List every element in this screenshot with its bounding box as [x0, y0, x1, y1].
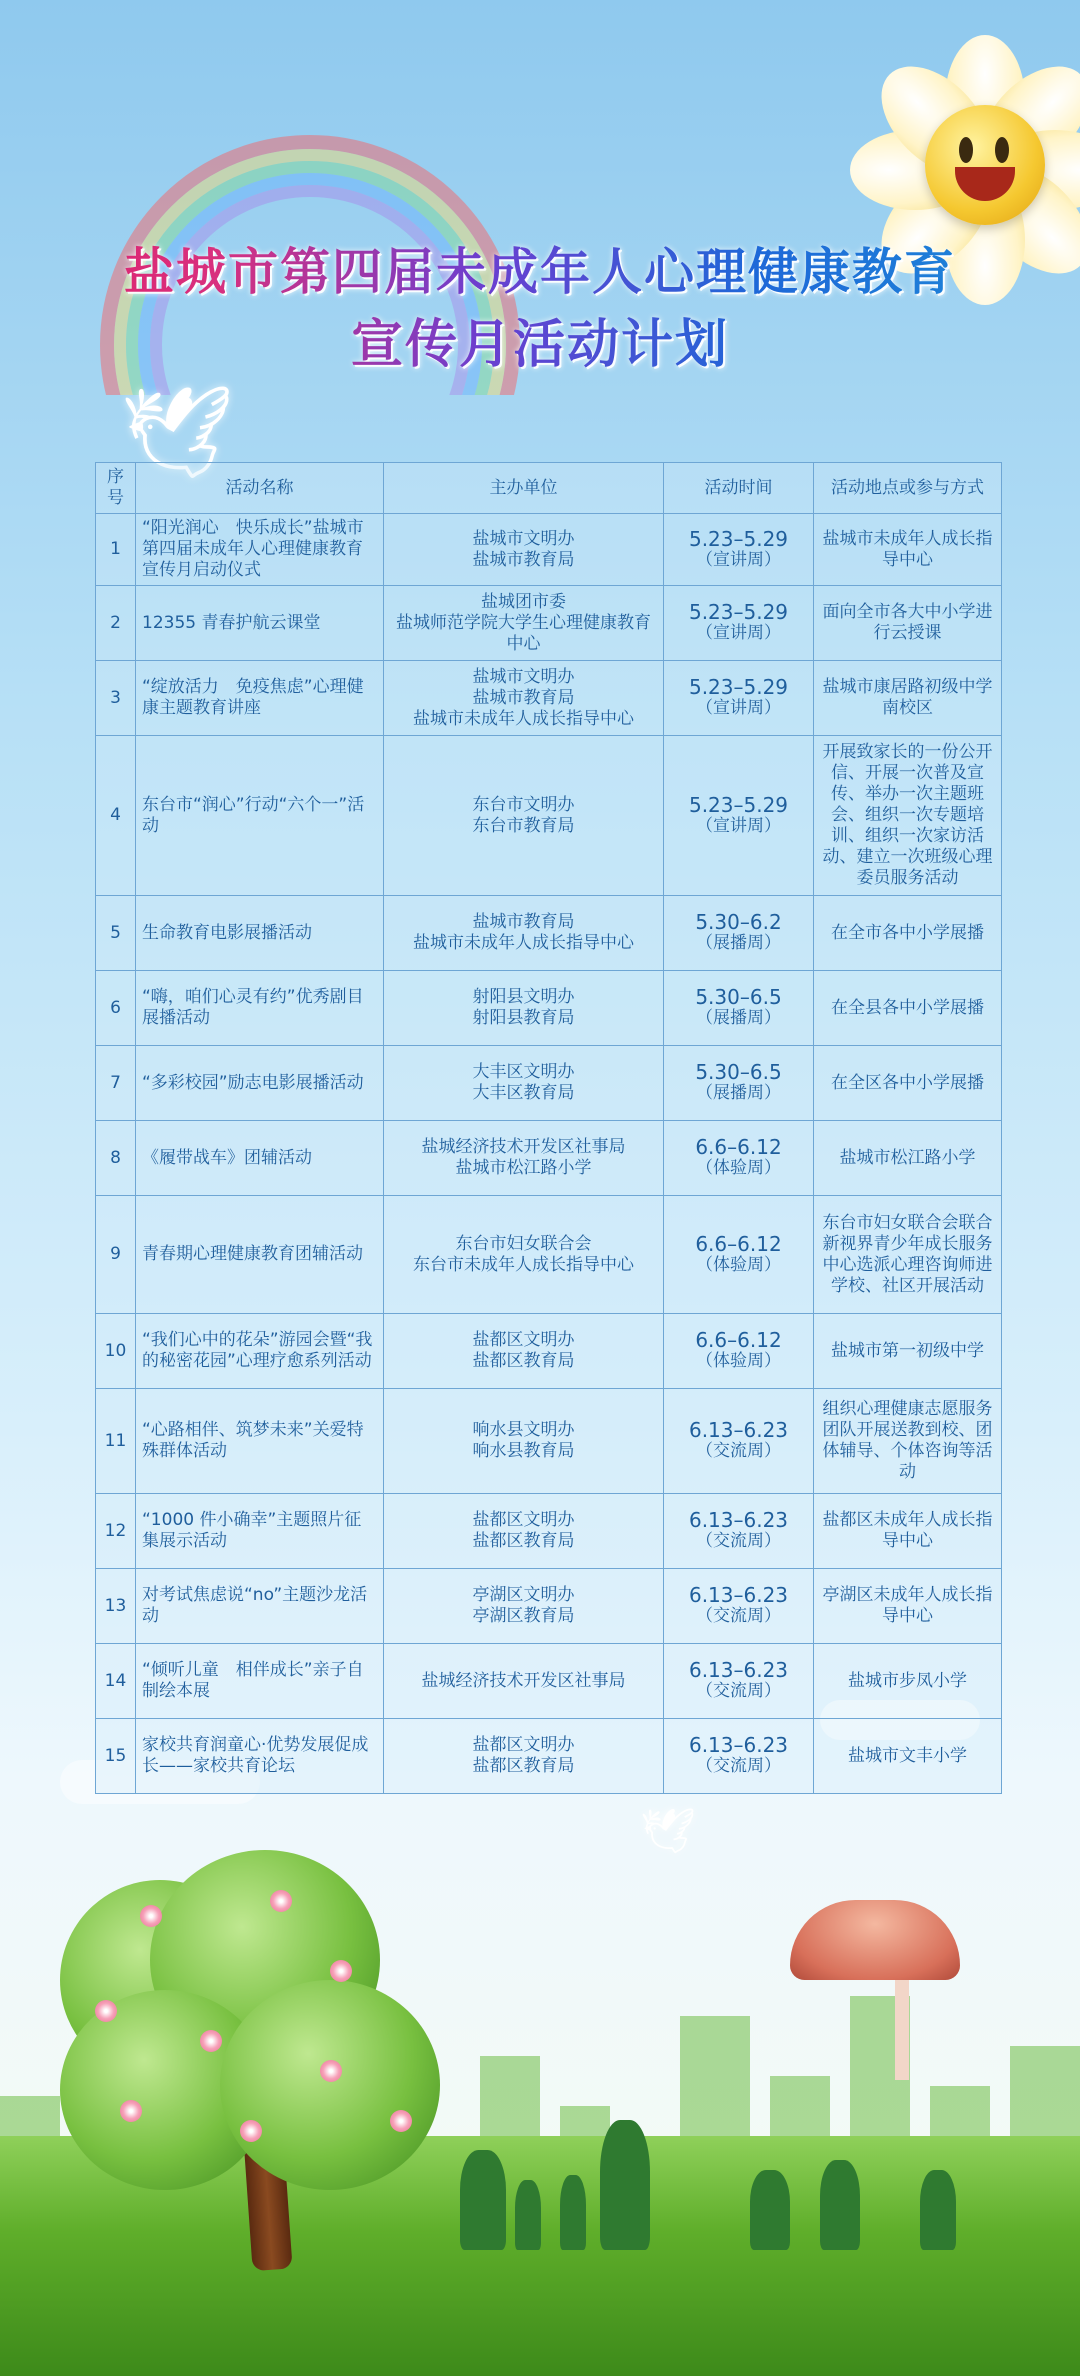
- table-row: [96, 1494, 1002, 1569]
- table-row: [96, 1046, 1002, 1121]
- activity-place: 亭湖区未成年人成长指导中心: [814, 1569, 1002, 1644]
- host-unit: [384, 514, 664, 586]
- row-number: 10: [96, 1314, 136, 1389]
- host-unit-text: 大丰区文明办 大丰区教育局: [472, 1062, 575, 1103]
- page-title: 盐城市第四届未成年人心理健康教育: [0, 232, 1080, 304]
- activity-place: 面向全市各大中小学进行云授课: [814, 586, 1002, 661]
- activity-week: （体验周）: [696, 1254, 781, 1275]
- blossom-icon: [240, 2120, 262, 2142]
- activity-week: （交流周）: [696, 1441, 781, 1461]
- activity-name: “绽放活力 免疫焦虑”心理健康主题教育讲座: [136, 661, 384, 736]
- activity-time: [664, 1314, 814, 1389]
- dove-icon: 🕊: [120, 380, 235, 485]
- activity-date: 6.6–6.12: [695, 1328, 782, 1352]
- table-row: [96, 736, 1002, 896]
- row-number: 6: [96, 971, 136, 1046]
- family-silhouette: [560, 2175, 586, 2250]
- table-row: [96, 896, 1002, 971]
- activity-date: 6.13–6.23: [688, 1508, 789, 1532]
- activity-name: “多彩校园”励志电影展播活动: [136, 1046, 384, 1121]
- host-unit-text: 盐城团市委 盐城师范学院大学生心理健康教育中心: [396, 591, 651, 654]
- activity-time: [664, 661, 814, 736]
- activity-name: 《履带战车》团辅活动: [136, 1121, 384, 1196]
- activity-name: 家校共育润童心·优势发展促成长——家校共育论坛: [136, 1719, 384, 1794]
- activity-time: [664, 1121, 814, 1196]
- host-unit: [384, 1494, 664, 1569]
- host-unit-text: 射阳县文明办 射阳县教育局: [472, 987, 575, 1028]
- table-row: [96, 1644, 1002, 1719]
- row-number: 15: [96, 1719, 136, 1794]
- activity-week: （体验周）: [696, 1351, 781, 1371]
- activity-date: 5.23–5.29: [688, 675, 789, 699]
- activity-date: 5.30–6.2: [695, 910, 782, 934]
- activity-week: （体验周）: [696, 1158, 781, 1178]
- activity-name: 东台市“润心”行动“六个一”活动: [136, 736, 384, 896]
- activity-date: 6.13–6.23: [688, 1658, 789, 1682]
- activity-time: [664, 1494, 814, 1569]
- children-silhouette: [920, 2170, 956, 2250]
- activity-place: 在全市各中小学展播: [814, 896, 1002, 971]
- dove-icon: 🕊: [640, 1806, 696, 1857]
- table-row: [96, 1196, 1002, 1314]
- row-number: 4: [96, 736, 136, 896]
- row-number: 11: [96, 1389, 136, 1494]
- header-place: 活动地点或参与方式: [814, 463, 1002, 514]
- activity-place: 开展致家长的一份公开信、开展一次普及宣传、举办一次主题班会、组织一次专题培训、组织一次家访活动、建立一次班级心理委员服务活动: [814, 736, 1002, 896]
- table-row: [96, 1389, 1002, 1494]
- row-number: 8: [96, 1121, 136, 1196]
- activity-time: [664, 1569, 814, 1644]
- table-row: [96, 514, 1002, 586]
- activity-date: 5.23–5.29: [688, 526, 789, 551]
- activity-week: （交流周）: [696, 1681, 781, 1701]
- children-silhouette: [820, 2160, 860, 2250]
- host-unit: [384, 1569, 664, 1644]
- activity-week: （交流周）: [696, 1531, 781, 1551]
- table-header-row: [96, 463, 1002, 514]
- host-unit-text: 盐城经济技术开发区社事局 盐城市松江路小学: [421, 1137, 626, 1178]
- activity-time: [664, 1389, 814, 1494]
- activity-date: 6.6–6.12: [695, 1135, 782, 1159]
- host-unit: [384, 661, 664, 736]
- activity-place: 盐城市步凤小学: [814, 1644, 1002, 1719]
- activity-week: （展播周）: [696, 933, 781, 953]
- host-unit-text: 响水县文明办 响水县教育局: [472, 1420, 575, 1461]
- activity-date: 6.13–6.23: [688, 1583, 789, 1607]
- activity-place: 盐城市康居路初级中学南校区: [814, 661, 1002, 736]
- activity-place: 在全区各中小学展播: [814, 1046, 1002, 1121]
- activity-date: 6.13–6.23: [688, 1733, 789, 1757]
- header-host: 主办单位: [384, 463, 664, 514]
- host-unit-text: 盐都区文明办 盐都区教育局: [472, 1330, 575, 1371]
- blossom-icon: [120, 2100, 142, 2122]
- children-silhouette: [750, 2170, 790, 2250]
- blossom-icon: [200, 2030, 222, 2052]
- activity-name: 12355 青春护航云课堂: [136, 586, 384, 661]
- blossom-icon: [390, 2110, 412, 2132]
- row-number: 14: [96, 1644, 136, 1719]
- activity-name: 青春期心理健康教育团辅活动: [136, 1196, 384, 1314]
- activity-name: 生命教育电影展播活动: [136, 896, 384, 971]
- host-unit: [384, 1046, 664, 1121]
- activity-table: [95, 462, 1002, 1794]
- activity-name: “1000 件小确幸”主题照片征集展示活动: [136, 1494, 384, 1569]
- activity-week: （宣讲周）: [696, 815, 781, 836]
- host-unit-text: 亭湖区文明办 亭湖区教育局: [472, 1585, 575, 1626]
- activity-name: “嗨，咱们心灵有约”优秀剧目展播活动: [136, 971, 384, 1046]
- activity-date: 6.13–6.23: [688, 1418, 789, 1442]
- row-number: 9: [96, 1196, 136, 1314]
- activity-place: 盐城市未成年人成长指导中心: [814, 514, 1002, 586]
- page-subtitle: 宣传月活动计划: [0, 302, 1080, 377]
- activity-time: [664, 971, 814, 1046]
- activity-place: 盐都区未成年人成长指导中心: [814, 1494, 1002, 1569]
- activity-week: （宣讲周）: [696, 698, 781, 718]
- table-row: [96, 1121, 1002, 1196]
- activity-time: [664, 1644, 814, 1719]
- host-unit: [384, 1196, 664, 1314]
- host-unit-text: 盐都区文明办 盐都区教育局: [472, 1735, 575, 1776]
- activity-name: “心路相伴、筑梦未来”关爱特殊群体活动: [136, 1389, 384, 1494]
- activity-week: （宣讲周）: [696, 623, 781, 643]
- row-number: 7: [96, 1046, 136, 1121]
- host-unit-text: 盐城市文明办 盐城市教育局: [472, 528, 575, 570]
- blossom-icon: [140, 1905, 162, 1927]
- activity-name: “阳光润心 快乐成长”盐城市第四届未成年人心理健康教育宣传月启动仪式: [136, 514, 384, 586]
- family-silhouette: [460, 2150, 506, 2250]
- mushroom-icon: [790, 1900, 960, 1980]
- activity-time: [664, 1196, 814, 1314]
- host-unit: [384, 1121, 664, 1196]
- host-unit: [384, 586, 664, 661]
- table-row: [96, 1314, 1002, 1389]
- host-unit: [384, 736, 664, 896]
- activity-week: （展播周）: [696, 1083, 781, 1103]
- row-number: 1: [96, 514, 136, 586]
- activity-week: （宣讲周）: [696, 549, 781, 570]
- row-number: 2: [96, 586, 136, 661]
- activity-name: 对考试焦虑说“no”主题沙龙活动: [136, 1569, 384, 1644]
- host-unit: [384, 971, 664, 1046]
- blossom-icon: [320, 2060, 342, 2082]
- activity-date: 5.30–6.5: [695, 1060, 782, 1084]
- blossom-icon: [270, 1890, 292, 1912]
- host-unit: [384, 1314, 664, 1389]
- tree-crown: [220, 1980, 440, 2190]
- row-number: 3: [96, 661, 136, 736]
- row-number: 5: [96, 896, 136, 971]
- activity-time: [664, 1046, 814, 1121]
- activity-name: “我们心中的花朵”游园会暨“我的秘密花园”心理疗愈系列活动: [136, 1314, 384, 1389]
- family-silhouette: [600, 2120, 650, 2250]
- activity-date: 5.30–6.5: [695, 985, 782, 1009]
- host-unit-text: 东台市妇女联合会 东台市未成年人成长指导中心: [413, 1233, 634, 1275]
- activity-place: 东台市妇女联合会联合新视界青少年成长服务中心选派心理咨询师进学校、社区开展活动: [814, 1196, 1002, 1314]
- activity-time: [664, 736, 814, 896]
- activity-place: 盐城市松江路小学: [814, 1121, 1002, 1196]
- family-silhouette: [515, 2180, 541, 2250]
- blossom-icon: [95, 2000, 117, 2022]
- host-unit: [384, 1389, 664, 1494]
- host-unit-text: 盐城市文明办 盐城市教育局 盐城市未成年人成长指导中心: [413, 666, 634, 729]
- header-time: 活动时间: [664, 463, 814, 514]
- activity-name: “倾听儿童 相伴成长”亲子自制绘本展: [136, 1644, 384, 1719]
- activity-date: 6.6–6.12: [695, 1231, 782, 1256]
- activity-place: 盐城市第一初级中学: [814, 1314, 1002, 1389]
- activity-date: 5.23–5.29: [688, 792, 789, 817]
- host-unit-text: 盐城市教育局 盐城市未成年人成长指导中心: [413, 912, 634, 953]
- row-number: 12: [96, 1494, 136, 1569]
- activity-time: [664, 896, 814, 971]
- table-row: [96, 661, 1002, 736]
- activity-place: 盐城市文丰小学: [814, 1719, 1002, 1794]
- table-row: [96, 1569, 1002, 1644]
- host-unit: [384, 896, 664, 971]
- table-row: [96, 1719, 1002, 1794]
- activity-time: [664, 1719, 814, 1794]
- activity-place: 在全县各中小学展播: [814, 971, 1002, 1046]
- activity-week: （交流周）: [696, 1756, 781, 1776]
- host-unit-text: 盐城经济技术开发区社事局: [421, 1670, 626, 1691]
- header-activity-name: 活动名称: [136, 463, 384, 514]
- activity-week: （交流周）: [696, 1606, 781, 1626]
- activity-time: [664, 586, 814, 661]
- row-number: 13: [96, 1569, 136, 1644]
- activity-time: [664, 514, 814, 586]
- blossom-icon: [330, 1960, 352, 1982]
- header-number: 序号: [96, 463, 136, 514]
- table-row: [96, 586, 1002, 661]
- host-unit-text: 东台市文明办 东台市教育局: [472, 794, 575, 836]
- host-unit: [384, 1644, 664, 1719]
- table-row: [96, 971, 1002, 1046]
- activity-place: 组织心理健康志愿服务团队开展送教到校、团体辅导、个体咨询等活动: [814, 1389, 1002, 1494]
- host-unit: [384, 1719, 664, 1794]
- activity-date: 5.23–5.29: [688, 600, 789, 624]
- activity-week: （展播周）: [696, 1008, 781, 1028]
- host-unit-text: 盐都区文明办 盐都区教育局: [472, 1510, 575, 1551]
